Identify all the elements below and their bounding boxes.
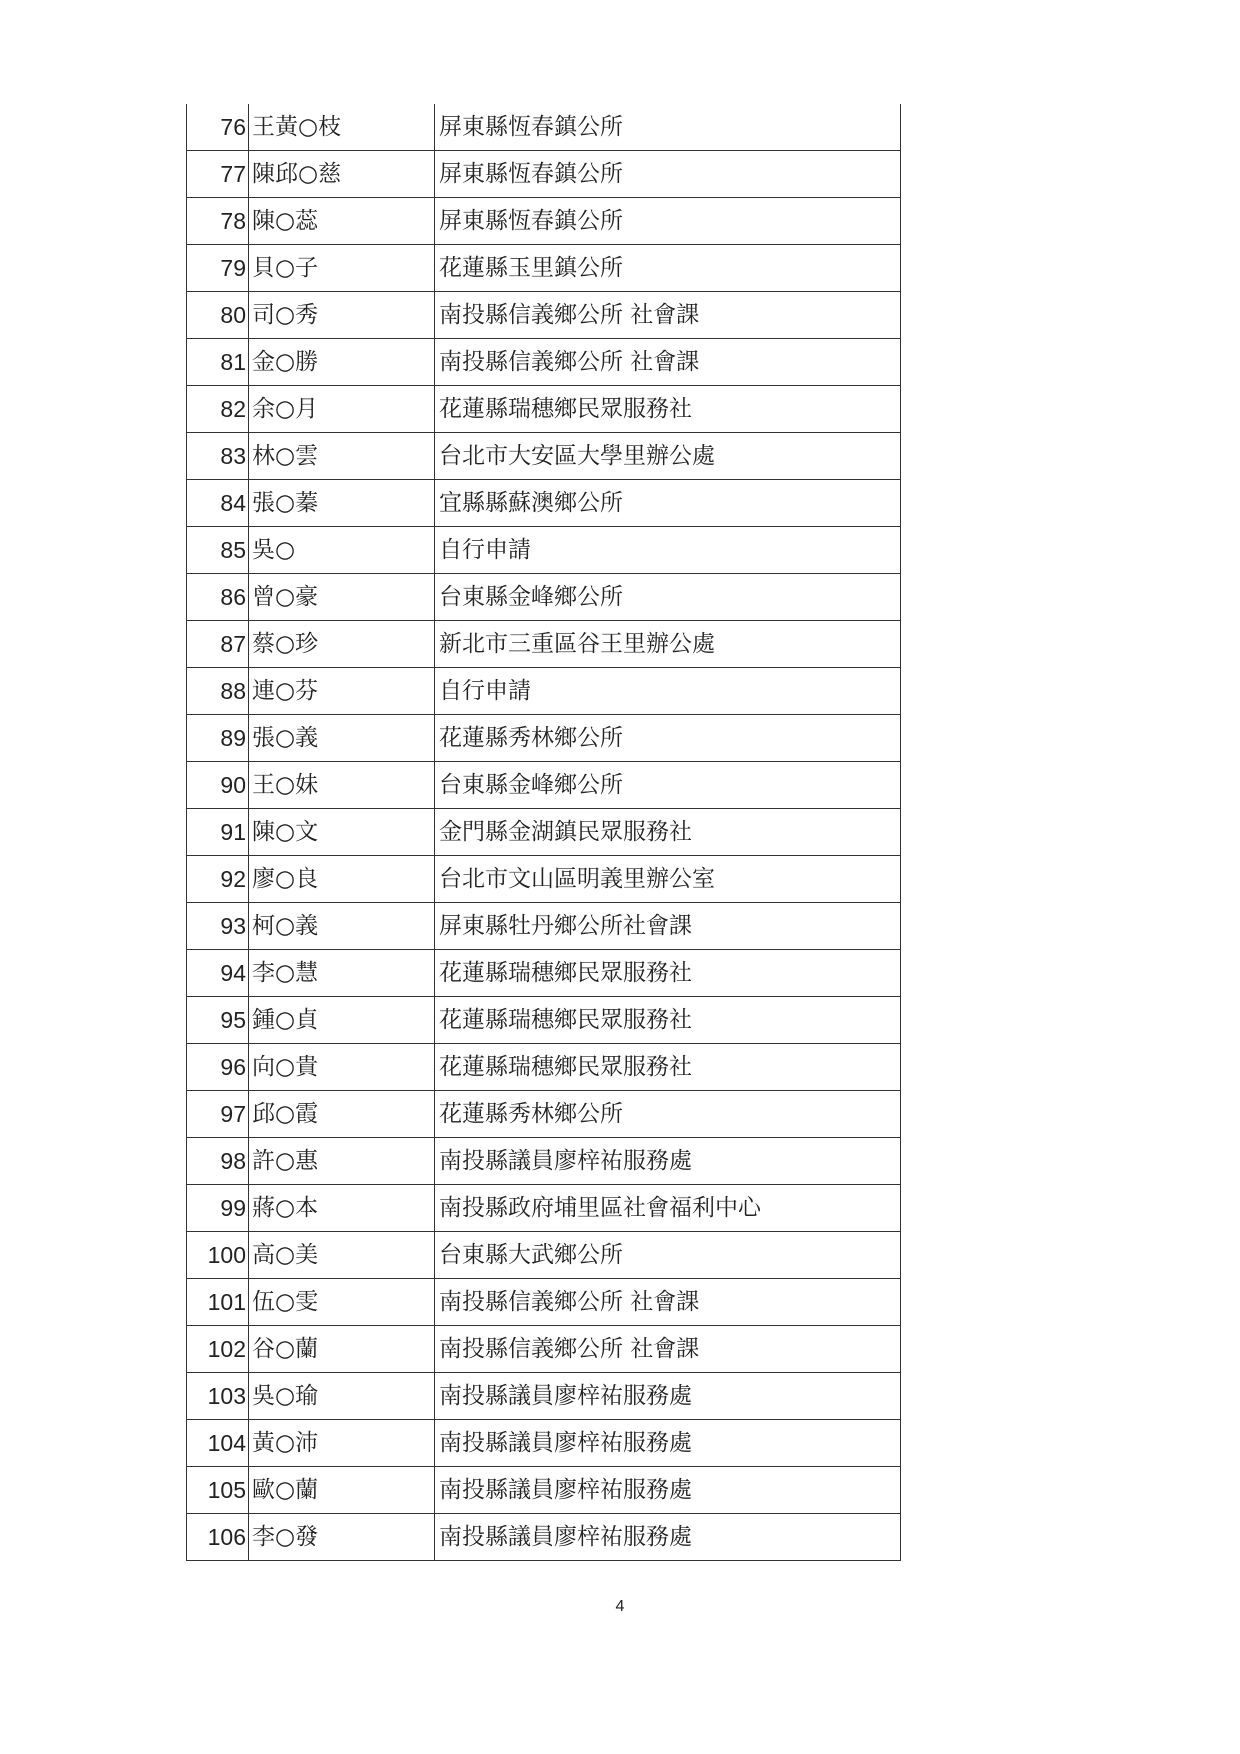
row-number: 89: [187, 715, 249, 762]
referral-unit: 南投縣信義鄉公所 社會課: [435, 339, 901, 386]
table-row: [187, 339, 901, 386]
table-row: [187, 997, 901, 1044]
person-name: 貝○子: [249, 245, 435, 292]
table-row: [187, 809, 901, 856]
person-name: 柯○義: [249, 903, 435, 950]
person-name: 蔣○本: [249, 1185, 435, 1232]
roster-table: [186, 104, 901, 1561]
referral-unit: 南投縣政府埔里區社會福利中心: [435, 1185, 901, 1232]
table-row: [187, 1044, 901, 1091]
table-row: [187, 151, 901, 198]
referral-unit: 屏東縣恆春鎮公所: [435, 198, 901, 245]
row-number: 80: [187, 292, 249, 339]
person-name: 林○雲: [249, 433, 435, 480]
person-name: 王黃○枝: [249, 104, 435, 151]
table-row: [187, 1091, 901, 1138]
referral-unit: 新北市三重區谷王里辦公處: [435, 621, 901, 668]
row-number: 88: [187, 668, 249, 715]
referral-unit: 南投縣議員廖梓祐服務處: [435, 1514, 901, 1561]
table-row: [187, 856, 901, 903]
person-name: 司○秀: [249, 292, 435, 339]
row-number: 97: [187, 1091, 249, 1138]
row-number: 104: [187, 1420, 249, 1467]
person-name: 歐○蘭: [249, 1467, 435, 1514]
row-number: 100: [187, 1232, 249, 1279]
referral-unit: 花蓮縣瑞穗鄉民眾服務社: [435, 950, 901, 997]
table-row: [187, 1138, 901, 1185]
person-name: 陳○蕊: [249, 198, 435, 245]
referral-unit: 南投縣信義鄉公所 社會課: [435, 292, 901, 339]
table-row: [187, 198, 901, 245]
person-name: 許○惠: [249, 1138, 435, 1185]
referral-unit: 花蓮縣秀林鄉公所: [435, 715, 901, 762]
row-number: 105: [187, 1467, 249, 1514]
person-name: 伍○雯: [249, 1279, 435, 1326]
person-name: 金○勝: [249, 339, 435, 386]
referral-unit: 南投縣議員廖梓祐服務處: [435, 1373, 901, 1420]
person-name: 廖○良: [249, 856, 435, 903]
referral-unit: 台北市大安區大學里辦公處: [435, 433, 901, 480]
person-name: 張○義: [249, 715, 435, 762]
row-number: 95: [187, 997, 249, 1044]
referral-unit: 台北市文山區明義里辦公室: [435, 856, 901, 903]
row-number: 84: [187, 480, 249, 527]
row-number: 93: [187, 903, 249, 950]
row-number: 101: [187, 1279, 249, 1326]
referral-unit: 花蓮縣瑞穗鄉民眾服務社: [435, 1044, 901, 1091]
row-number: 90: [187, 762, 249, 809]
table-row: [187, 104, 901, 151]
row-number: 103: [187, 1373, 249, 1420]
table-row: [187, 668, 901, 715]
row-number: 85: [187, 527, 249, 574]
row-number: 87: [187, 621, 249, 668]
person-name: 李○發: [249, 1514, 435, 1561]
row-number: 98: [187, 1138, 249, 1185]
person-name: 邱○霞: [249, 1091, 435, 1138]
table-row: [187, 1420, 901, 1467]
row-number: 102: [187, 1326, 249, 1373]
referral-unit: 金門縣金湖鎮民眾服務社: [435, 809, 901, 856]
table-row: [187, 903, 901, 950]
page-number: 4: [615, 1598, 625, 1615]
referral-unit: 台東縣金峰鄉公所: [435, 574, 901, 621]
person-name: 李○慧: [249, 950, 435, 997]
person-name: 鍾○貞: [249, 997, 435, 1044]
table-row: [187, 1185, 901, 1232]
person-name: 連○芬: [249, 668, 435, 715]
referral-unit: 台東縣大武鄉公所: [435, 1232, 901, 1279]
table-body: [187, 104, 901, 1561]
table-row: [187, 1514, 901, 1561]
table-row: [187, 1279, 901, 1326]
referral-unit: 屏東縣恆春鎮公所: [435, 104, 901, 151]
row-number: 76: [187, 104, 249, 151]
person-name: 陳邱○慈: [249, 151, 435, 198]
table-row: [187, 480, 901, 527]
person-name: 向○貴: [249, 1044, 435, 1091]
person-name: 蔡○珍: [249, 621, 435, 668]
row-number: 79: [187, 245, 249, 292]
person-name: 黃○沛: [249, 1420, 435, 1467]
table-row: [187, 292, 901, 339]
row-number: 99: [187, 1185, 249, 1232]
row-number: 91: [187, 809, 249, 856]
referral-unit: 宜縣縣蘇澳鄉公所: [435, 480, 901, 527]
referral-unit: 南投縣議員廖梓祐服務處: [435, 1138, 901, 1185]
row-number: 77: [187, 151, 249, 198]
person-name: 谷○蘭: [249, 1326, 435, 1373]
table-row: [187, 433, 901, 480]
person-name: 陳○文: [249, 809, 435, 856]
row-number: 86: [187, 574, 249, 621]
referral-unit: 花蓮縣瑞穗鄉民眾服務社: [435, 386, 901, 433]
table-row: [187, 715, 901, 762]
row-number: 78: [187, 198, 249, 245]
table-row: [187, 1467, 901, 1514]
table-row: [187, 386, 901, 433]
referral-unit: 南投縣信義鄉公所 社會課: [435, 1326, 901, 1373]
referral-unit: 屏東縣恆春鎮公所: [435, 151, 901, 198]
table-row: [187, 527, 901, 574]
referral-unit: 南投縣議員廖梓祐服務處: [435, 1467, 901, 1514]
person-name: 吳○瑜: [249, 1373, 435, 1420]
person-name: 吳○: [249, 527, 435, 574]
referral-unit: 台東縣金峰鄉公所: [435, 762, 901, 809]
table-row: [187, 1232, 901, 1279]
person-name: 張○蓁: [249, 480, 435, 527]
person-name: 余○月: [249, 386, 435, 433]
row-number: 92: [187, 856, 249, 903]
row-number: 96: [187, 1044, 249, 1091]
referral-unit: 花蓮縣瑞穗鄉民眾服務社: [435, 997, 901, 1044]
table-row: [187, 950, 901, 997]
row-number: 94: [187, 950, 249, 997]
table-row: [187, 762, 901, 809]
table-row: [187, 574, 901, 621]
table-row: [187, 1373, 901, 1420]
row-number: 106: [187, 1514, 249, 1561]
table-row: [187, 245, 901, 292]
table-row: [187, 1326, 901, 1373]
row-number: 81: [187, 339, 249, 386]
referral-unit: 屏東縣牡丹鄉公所社會課: [435, 903, 901, 950]
row-number: 82: [187, 386, 249, 433]
row-number: 83: [187, 433, 249, 480]
person-name: 高○美: [249, 1232, 435, 1279]
referral-unit: 花蓮縣玉里鎮公所: [435, 245, 901, 292]
referral-unit: 南投縣議員廖梓祐服務處: [435, 1420, 901, 1467]
referral-unit: 南投縣信義鄉公所 社會課: [435, 1279, 901, 1326]
referral-unit: 花蓮縣秀林鄉公所: [435, 1091, 901, 1138]
person-name: 曾○豪: [249, 574, 435, 621]
referral-unit: 自行申請: [435, 527, 901, 574]
person-name: 王○妹: [249, 762, 435, 809]
table-row: [187, 621, 901, 668]
referral-unit: 自行申請: [435, 668, 901, 715]
